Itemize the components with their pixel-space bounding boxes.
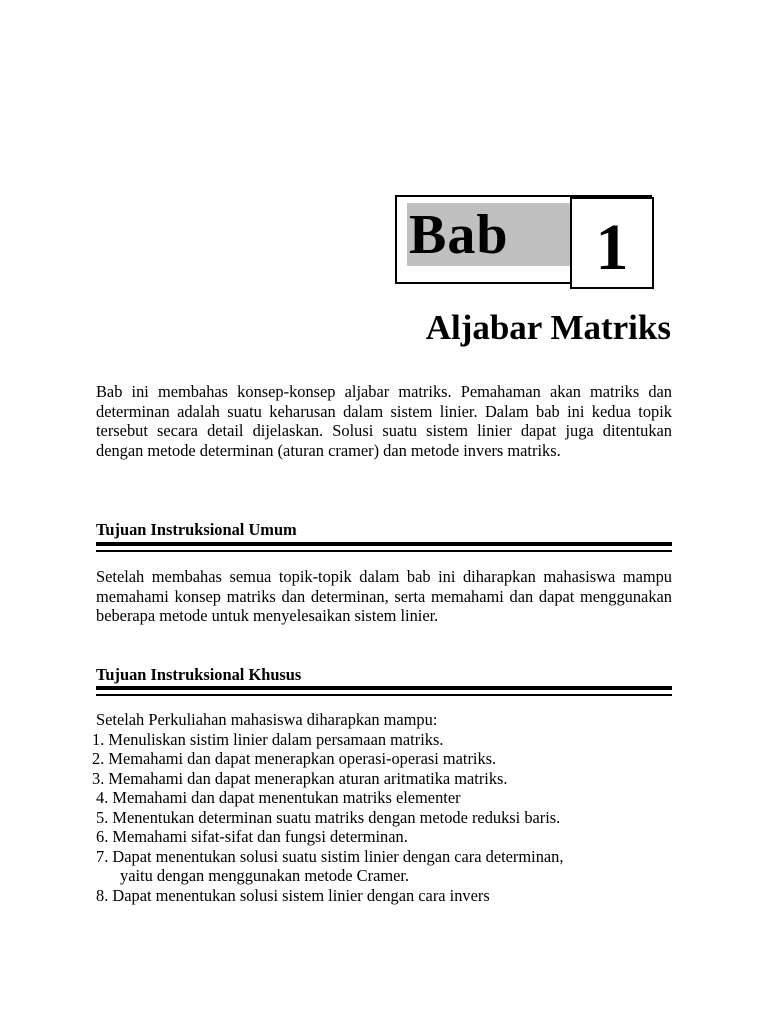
list-item: 1. Menuliskan sistim linier dalam persamaan matriks.	[92, 730, 444, 749]
tiu-paragraph: Setelah membahas semua topik-topik dalam bab ini diharapkan mahasiswa mampu memahami konsep matriks dan determinan, serta memahami dan dapat menggunakan beberapa metode untuk menyelesaikan sistem linier.	[96, 567, 672, 626]
list-item: 3. Memahami dan dapat menerapkan aturan aritmatika matriks.	[92, 769, 508, 788]
chapter-title: Aljabar Matriks	[425, 308, 671, 347]
section-rule-thick	[96, 686, 672, 690]
list-item: 2. Memahami dan dapat menerapkan operasi-operasi matriks.	[92, 749, 497, 768]
intro-paragraph: Bab ini membahas konsep-konsep aljabar matriks. Pemahaman akan matriks dan determinan adalah suatu keharusan dalam sistem linier. Dalam bab ini kedua topik tersebut secara detail dijelaskan. Solusi suatu sistem linier dapat juga ditentukan dengan metode determinan (aturan cramer) dan metode invers matriks.	[96, 382, 672, 460]
chapter-number: 1	[595, 211, 629, 284]
section-rule-thin	[96, 550, 672, 552]
list-item: 4. Memahami dan dapat menentukan matriks elementer	[96, 788, 461, 807]
list-item: 8. Dapat menentukan solusi sistem linier dengan cara invers	[96, 886, 490, 905]
list-item: 7. Dapat menentukan solusi suatu sistim linier dengan cara determinan,	[96, 847, 564, 866]
section-rule-thin	[96, 694, 672, 696]
chapter-label: Bab	[409, 204, 509, 266]
section-heading-tik: Tujuan Instruksional Khusus	[96, 665, 302, 684]
section-heading-tiu: Tujuan Instruksional Umum	[96, 520, 297, 539]
tik-intro: Setelah Perkuliahan mahasiswa diharapkan mampu:	[96, 710, 438, 729]
list-item-continuation: yaitu dengan menggunakan metode Cramer.	[120, 866, 410, 885]
list-item: 5. Menentukan determinan suatu matriks dengan metode reduksi baris.	[96, 808, 561, 827]
list-item: 6. Memahami sifat-sifat dan fungsi determinan.	[96, 827, 408, 846]
section-rule-thick	[96, 542, 672, 546]
